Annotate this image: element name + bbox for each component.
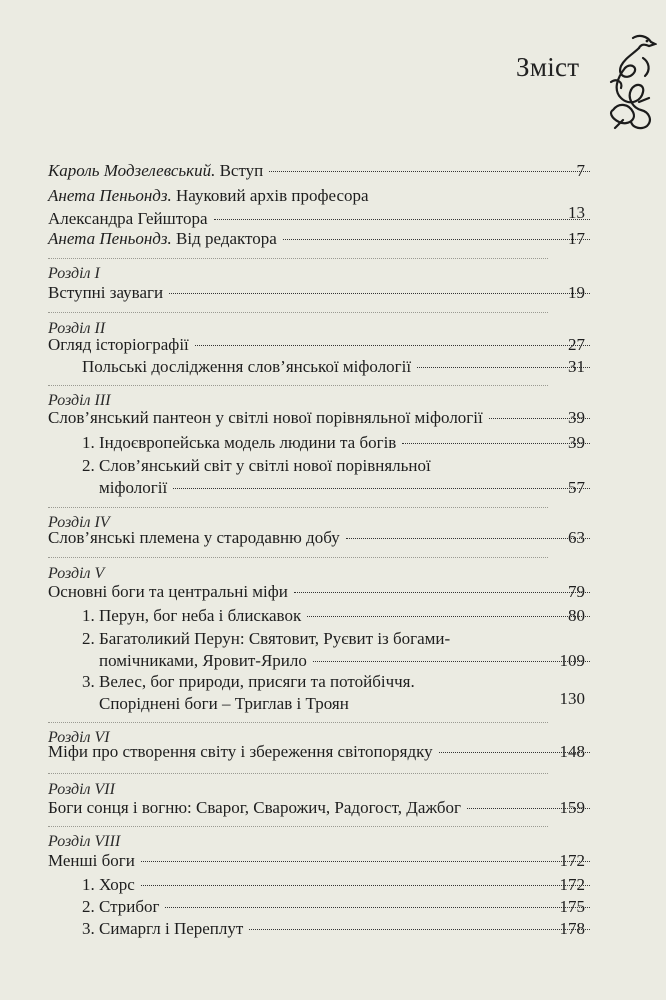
page-number: 39 xyxy=(568,433,585,452)
toc-entry[interactable] xyxy=(82,896,596,918)
section-label: Розділ IV xyxy=(48,514,110,531)
section-label: Розділ II xyxy=(48,320,106,337)
toc-entry[interactable] xyxy=(48,407,596,429)
entry-title: Вступні зауваги xyxy=(48,283,164,302)
page-number: 109 xyxy=(559,651,585,670)
section-label: Розділ VIII xyxy=(48,833,121,850)
section-divider xyxy=(48,773,548,774)
entry-title: Боги сонця і вогню: Сварог, Сварожич, Радогост, Дажбог xyxy=(48,798,462,817)
entry-title: 1. Індоєвропейська модель людини та богів xyxy=(82,433,397,452)
section-label: Розділ III xyxy=(48,392,111,409)
entry-title: 2. Багатоликий Перун: Святовит, Руєвит із богами- xyxy=(82,629,451,648)
entry-title: 1. Перун, бог неба і блискавок xyxy=(82,606,302,625)
entry-title: 2. Слов’янський світ у світлі нової порівняльної xyxy=(82,456,431,475)
page-number: 27 xyxy=(568,335,585,354)
section-divider xyxy=(48,258,548,259)
page-number: 19 xyxy=(568,283,585,302)
toc-entry[interactable] xyxy=(48,797,596,819)
entry-title: Слов’янські племена у стародавню добу xyxy=(48,528,340,547)
toc-entry[interactable] xyxy=(48,850,596,872)
toc-entry[interactable] xyxy=(82,671,596,715)
toc-entry[interactable] xyxy=(48,334,596,356)
entry-title-continued: Споріднені боги – Триглав і Троян xyxy=(99,694,349,713)
page-number: 172 xyxy=(559,851,585,870)
toc-entry[interactable] xyxy=(82,918,596,940)
toc-entry-editor[interactable] xyxy=(48,228,596,250)
section-divider xyxy=(48,385,548,386)
page-number: 148 xyxy=(559,742,585,761)
section-label: Розділ I xyxy=(48,265,100,282)
section-label: Розділ VII xyxy=(48,781,115,798)
section-label: Розділ VI xyxy=(48,729,110,746)
entry-title-continued: міфології xyxy=(99,478,168,497)
page-number: 159 xyxy=(559,798,585,817)
page-number: 39 xyxy=(568,408,585,427)
entry-title-continued: Александра Гейштора xyxy=(48,209,208,228)
entry-title-continued: помічниками, Яровит-Ярило xyxy=(99,651,307,670)
page-title: Зміст xyxy=(516,52,580,82)
page-number: 178 xyxy=(559,919,585,938)
entry-title: Вступ xyxy=(219,161,264,180)
entry-title: Науковий архів професора xyxy=(176,186,369,205)
page-number: 63 xyxy=(568,528,585,547)
entry-title: 1. Хорс xyxy=(82,875,135,894)
toc-entry[interactable] xyxy=(82,356,596,378)
section-divider xyxy=(48,722,548,723)
entry-title: Від редактора xyxy=(176,229,277,248)
entry-title: Міфи про створення світу і збереження світопорядку xyxy=(48,742,433,761)
entry-title: Менші боги xyxy=(48,851,135,870)
page-number: 80 xyxy=(568,606,585,625)
leader-dots xyxy=(141,861,590,862)
page-number: 79 xyxy=(568,582,585,601)
entry-author: Кароль Модзелевський. xyxy=(48,161,216,180)
entry-author: Анета Пеньондз. xyxy=(48,229,172,248)
page-number: 175 xyxy=(559,897,585,916)
entry-author: Анета Пеньондз. xyxy=(48,186,172,205)
section-divider xyxy=(48,557,548,558)
page-number: 13 xyxy=(568,203,585,222)
toc-entry[interactable] xyxy=(48,527,596,549)
entry-title: 2. Стрибог xyxy=(82,897,160,916)
entry-title: Польські дослідження слов’янської міфології xyxy=(82,357,412,376)
toc-entry[interactable] xyxy=(82,874,596,896)
section-divider xyxy=(48,312,548,313)
page-number: 57 xyxy=(568,478,585,497)
entry-title: 3. Симаргл і Переплут xyxy=(82,919,244,938)
section-divider xyxy=(48,507,548,508)
toc-entry-intro[interactable] xyxy=(48,160,596,182)
page-number: 172 xyxy=(559,875,585,894)
toc-entry-archive[interactable] xyxy=(48,185,596,230)
toc-entry[interactable] xyxy=(82,432,596,454)
toc-entry[interactable] xyxy=(48,741,596,763)
entry-title: 3. Велес, бог природи, присяги та потойбіччя. xyxy=(82,672,415,691)
toc-entry[interactable] xyxy=(48,581,596,603)
page-number: 31 xyxy=(568,357,585,376)
page-number: 130 xyxy=(559,689,585,708)
entry-title: Огляд історіографії xyxy=(48,335,189,354)
section-label: Розділ V xyxy=(48,565,105,582)
page-number: 17 xyxy=(568,229,585,248)
section-divider xyxy=(48,826,548,827)
toc-entry[interactable] xyxy=(82,628,596,672)
toc-entry[interactable] xyxy=(48,282,596,304)
page-number: 7 xyxy=(576,161,585,180)
toc-entry[interactable] xyxy=(82,455,596,499)
toc-entry[interactable] xyxy=(82,605,596,627)
entry-title: Основні боги та центральні міфи xyxy=(48,582,288,601)
entry-title: Слов’янський пантеон у світлі нової порівняльної міфології xyxy=(48,408,483,427)
leader-dots xyxy=(141,885,590,886)
